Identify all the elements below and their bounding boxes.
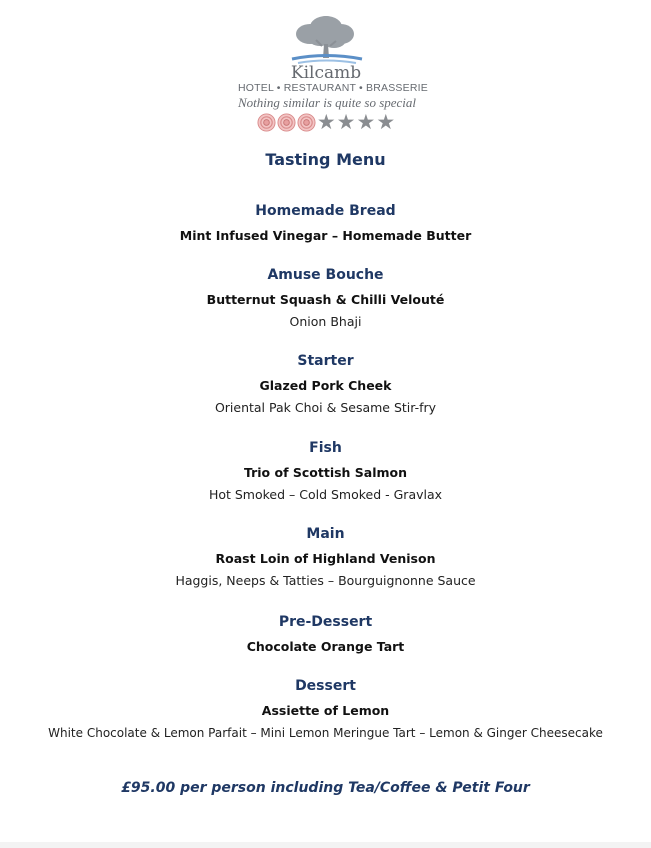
star-icon: ★ [356, 110, 376, 134]
course-starter [0, 351, 651, 419]
menu-title: Tasting Menu [265, 150, 386, 169]
dish-side: Onion Bhaji [289, 314, 362, 329]
course-dessert [0, 676, 651, 744]
star-icon: ★ [316, 110, 336, 134]
course-heading: Main [306, 526, 345, 542]
course-heading: Starter [297, 353, 354, 369]
dish-main: Roast Loin of Highland Venison [215, 551, 436, 566]
dish-main: Chocolate Orange Tart [246, 639, 405, 654]
course-main [0, 524, 651, 592]
star-icon: ★ [336, 110, 356, 134]
brand-name: Kilcamb [290, 63, 362, 83]
page-bottom-edge [0, 842, 651, 848]
course-homemade-bread [0, 201, 651, 247]
dish-main: Glazed Pork Cheek [259, 378, 392, 393]
tree-icon [286, 14, 366, 66]
dish-side: Haggis, Neeps & Tatties – Bourguignonne Sauce [175, 573, 476, 588]
star-icon: ★ [376, 110, 396, 134]
course-amuse-bouche [0, 265, 651, 333]
brand-subtitle: HOTEL • RESTAURANT • BRASSERIE [238, 82, 428, 94]
course-heading: Fish [309, 440, 342, 456]
dish-main: Mint Infused Vinegar – Homemade Butter [179, 228, 472, 243]
dish-side: Oriental Pak Choi & Sesame Stir-fry [214, 400, 437, 415]
course-heading: Homemade Bread [255, 203, 396, 219]
rosette-icon [257, 113, 276, 132]
dish-side: White Chocolate & Lemon Parfait – Mini Lemon Meringue Tart – Lemon & Ginger Cheesecake [48, 726, 603, 740]
rosette-icon [297, 113, 316, 132]
dish-side: Hot Smoked – Cold Smoked - Gravlax [208, 487, 443, 502]
course-fish [0, 438, 651, 506]
course-heading: Dessert [295, 678, 356, 694]
rosette-icon [277, 113, 296, 132]
course-heading: Amuse Bouche [267, 267, 384, 283]
dish-main: Trio of Scottish Salmon [243, 465, 408, 480]
hotel-logo [238, 14, 428, 134]
brand-tagline: Nothing similar is quite so special [238, 95, 417, 110]
dish-main: Assiette of Lemon [261, 703, 390, 718]
price-line: £95.00 per person including Tea/Coffee & Petit Four [121, 780, 530, 796]
dish-main: Butternut Squash & Chilli Velouté [206, 292, 445, 307]
course-heading: Pre-Dessert [278, 614, 373, 630]
ratings [238, 112, 414, 132]
course-pre-dessert [0, 612, 651, 658]
